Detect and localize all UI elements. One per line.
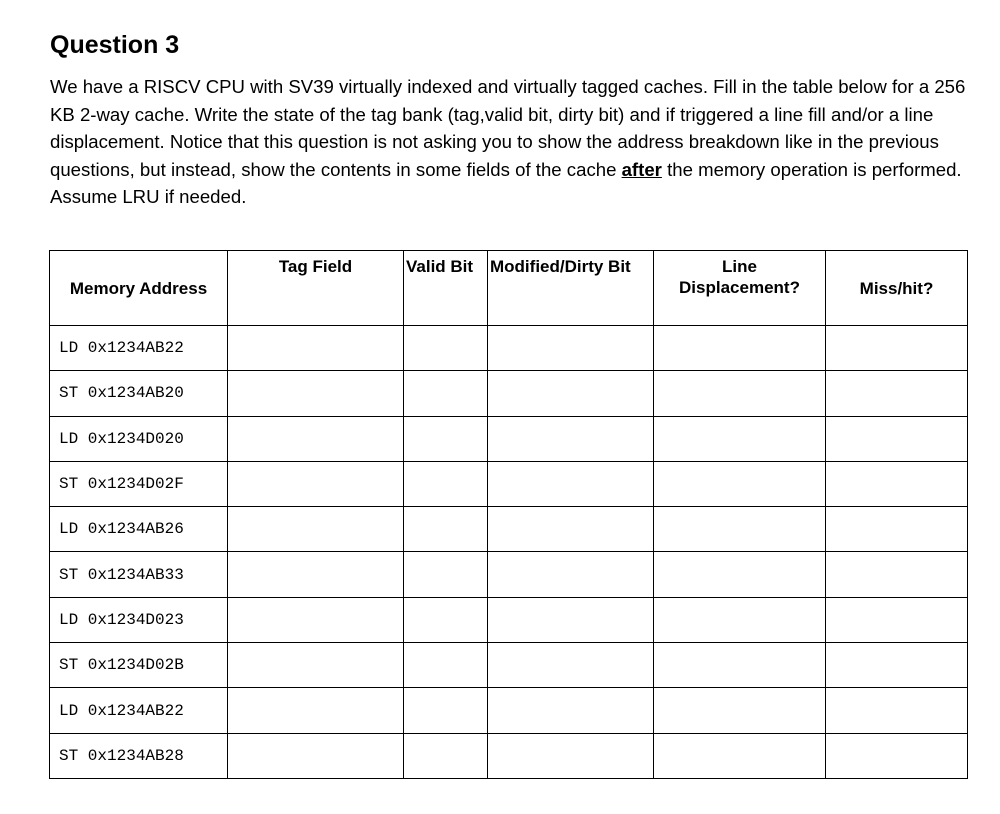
header-valid-bit: Valid Bit (404, 251, 488, 326)
header-memory-address: Memory Address (50, 251, 228, 326)
miss-hit-input[interactable] (826, 371, 968, 416)
dirty-bit-input[interactable] (488, 552, 654, 597)
address-cell: ST 0x1234D02B (50, 643, 228, 688)
table-row (50, 416, 968, 461)
address-cell: LD 0x1234D023 (50, 597, 228, 642)
tag-field-input[interactable] (228, 461, 404, 506)
line-displacement-input[interactable] (654, 597, 826, 642)
header-dirty-bit: Modified/Dirty Bit (488, 251, 654, 326)
valid-bit-input[interactable] (404, 643, 488, 688)
table-row (50, 643, 968, 688)
line-displacement-input[interactable] (654, 371, 826, 416)
miss-hit-input[interactable] (826, 688, 968, 733)
address-cell: LD 0x1234AB22 (50, 688, 228, 733)
line-displacement-input[interactable] (654, 416, 826, 461)
header-row (50, 251, 968, 326)
table-row (50, 597, 968, 642)
miss-hit-input[interactable] (826, 326, 968, 371)
valid-bit-input[interactable] (404, 326, 488, 371)
tag-field-input[interactable] (228, 326, 404, 371)
line-displacement-input[interactable] (654, 461, 826, 506)
valid-bit-input[interactable] (404, 416, 488, 461)
tag-field-input[interactable] (228, 371, 404, 416)
dirty-bit-input[interactable] (488, 416, 654, 461)
tag-field-input[interactable] (228, 507, 404, 552)
valid-bit-input[interactable] (404, 733, 488, 778)
valid-bit-input[interactable] (404, 688, 488, 733)
tag-field-input[interactable] (228, 416, 404, 461)
table-row (50, 371, 968, 416)
address-cell: LD 0x1234AB22 (50, 326, 228, 371)
question-text (50, 73, 980, 211)
table-row (50, 552, 968, 597)
table-row (50, 688, 968, 733)
miss-hit-input[interactable] (826, 733, 968, 778)
tag-field-input[interactable] (228, 552, 404, 597)
miss-hit-input[interactable] (826, 461, 968, 506)
cache-table (49, 250, 968, 779)
miss-hit-input[interactable] (826, 552, 968, 597)
line-displacement-input[interactable] (654, 552, 826, 597)
line-displacement-input[interactable] (654, 688, 826, 733)
question-title: Question 3 (50, 31, 180, 59)
table-row (50, 507, 968, 552)
header-tag-field: Tag Field (228, 251, 404, 326)
line-displacement-input[interactable] (654, 326, 826, 371)
tag-field-input[interactable] (228, 597, 404, 642)
table-row (50, 461, 968, 506)
line-displacement-input[interactable] (654, 643, 826, 688)
dirty-bit-input[interactable] (488, 461, 654, 506)
miss-hit-input[interactable] (826, 597, 968, 642)
dirty-bit-input[interactable] (488, 688, 654, 733)
line-displacement-input[interactable] (654, 507, 826, 552)
table-row (50, 326, 968, 371)
miss-hit-input[interactable] (826, 643, 968, 688)
dirty-bit-input[interactable] (488, 643, 654, 688)
valid-bit-input[interactable] (404, 597, 488, 642)
valid-bit-input[interactable] (404, 371, 488, 416)
miss-hit-input[interactable] (826, 507, 968, 552)
valid-bit-input[interactable] (404, 461, 488, 506)
dirty-bit-input[interactable] (488, 733, 654, 778)
address-cell: ST 0x1234AB33 (50, 552, 228, 597)
dirty-bit-input[interactable] (488, 507, 654, 552)
address-cell: LD 0x1234AB26 (50, 507, 228, 552)
address-cell: ST 0x1234AB28 (50, 733, 228, 778)
question-text-part-1: We have a RISCV CPU with SV39 virtually indexed and virtually tagged caches. Fill in the table below for a 256 KB 2-way cache. Write the state of the tag bank (tag,valid bit, dirty bit) and if triggered a line fill and/or a line displacement. Notice that this question is not asking you to show the address breakdown like in the previous questions, but instead, show the contents in some fields of the cache (50, 76, 966, 180)
miss-hit-input[interactable] (826, 416, 968, 461)
address-cell: ST 0x1234AB20 (50, 371, 228, 416)
line-displacement-input[interactable] (654, 733, 826, 778)
tag-field-input[interactable] (228, 643, 404, 688)
tag-field-input[interactable] (228, 733, 404, 778)
dirty-bit-input[interactable] (488, 326, 654, 371)
valid-bit-input[interactable] (404, 552, 488, 597)
address-cell: ST 0x1234D02F (50, 461, 228, 506)
emphasis-after: after (621, 158, 662, 180)
address-cell: LD 0x1234D020 (50, 416, 228, 461)
table-row (50, 733, 968, 778)
header-miss-hit: Miss/hit? (826, 251, 968, 326)
dirty-bit-input[interactable] (488, 597, 654, 642)
question-text-part-2: the memory operation is performed. Assume LRU if needed. (50, 158, 962, 208)
header-line-displacement: Line Displacement? (654, 251, 826, 326)
dirty-bit-input[interactable] (488, 371, 654, 416)
valid-bit-input[interactable] (404, 507, 488, 552)
tag-field-input[interactable] (228, 688, 404, 733)
